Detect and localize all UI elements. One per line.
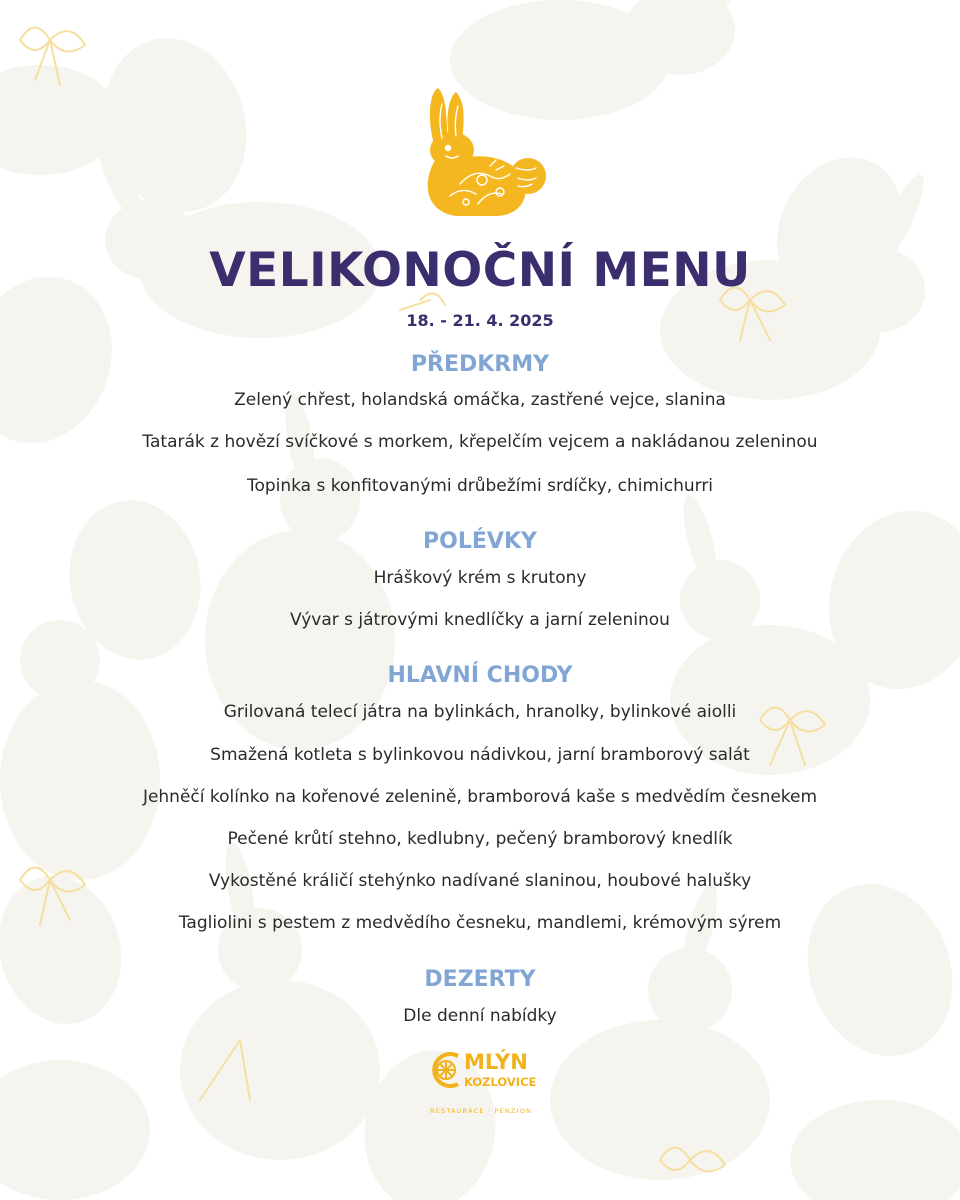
menu-item: Tatarák z hovězí svíčkové s morkem, křepelčím vejcem a nakládanou zeleninou [142, 432, 818, 452]
menu-item: Vývar s játrovými knedlíčky a jarní zeleninou [290, 610, 670, 630]
restaurant-logo [424, 1046, 554, 1120]
menu-item: Vykostěné králičí stehýnko nadívané slaninou, houbové halušky [208, 871, 752, 891]
section-title-predkrmy: PŘEDKRMY [410, 352, 550, 377]
mill-wheel-icon [428, 1050, 462, 1090]
logo-name: MLÝN [464, 1050, 528, 1074]
section-title-dezerty: DEZERTY [424, 967, 536, 992]
page-title: VELIKONOČNÍ MENU [209, 243, 751, 298]
menu-item: Pečené krůtí stehno, kedlubny, pečený bramborový knedlík [227, 829, 733, 849]
menu-item: Topinka s konfitovanými drůbežími srdíčky, chimichurri [246, 476, 714, 496]
menu-item: Jehněčí kolínko na kořenové zelenině, bramborová kaše s medvědím česnekem [142, 787, 818, 807]
section-title-polevky: POLÉVKY [423, 529, 537, 554]
menu-item: Tagliolini s pestem z medvědího česneku, mandlemi, krémovým sýrem [178, 913, 782, 933]
easter-bunny-icon [420, 84, 550, 219]
section-title-hlavni-chody: HLAVNÍ CHODY [387, 663, 573, 688]
menu-item: Grilovaná telecí játra na bylinkách, hranolky, bylinkové aiolli [223, 702, 737, 722]
menu-item: Zelený chřest, holandská omáčka, zastřené vejce, slanina [234, 390, 726, 410]
date-range: 18. - 21. 4. 2025 [406, 311, 554, 330]
logo-place: KOZLOVICE [464, 1075, 537, 1089]
menu-item: Smažená kotleta s bylinkovou nádivkou, jarní bramborový salát [210, 745, 750, 765]
logo-tagline: RESTAURACE · PENZION [430, 1107, 533, 1115]
menu-item: Hráškový krém s krutony [373, 568, 587, 588]
menu-item: Dle denní nabídky [403, 1006, 557, 1026]
